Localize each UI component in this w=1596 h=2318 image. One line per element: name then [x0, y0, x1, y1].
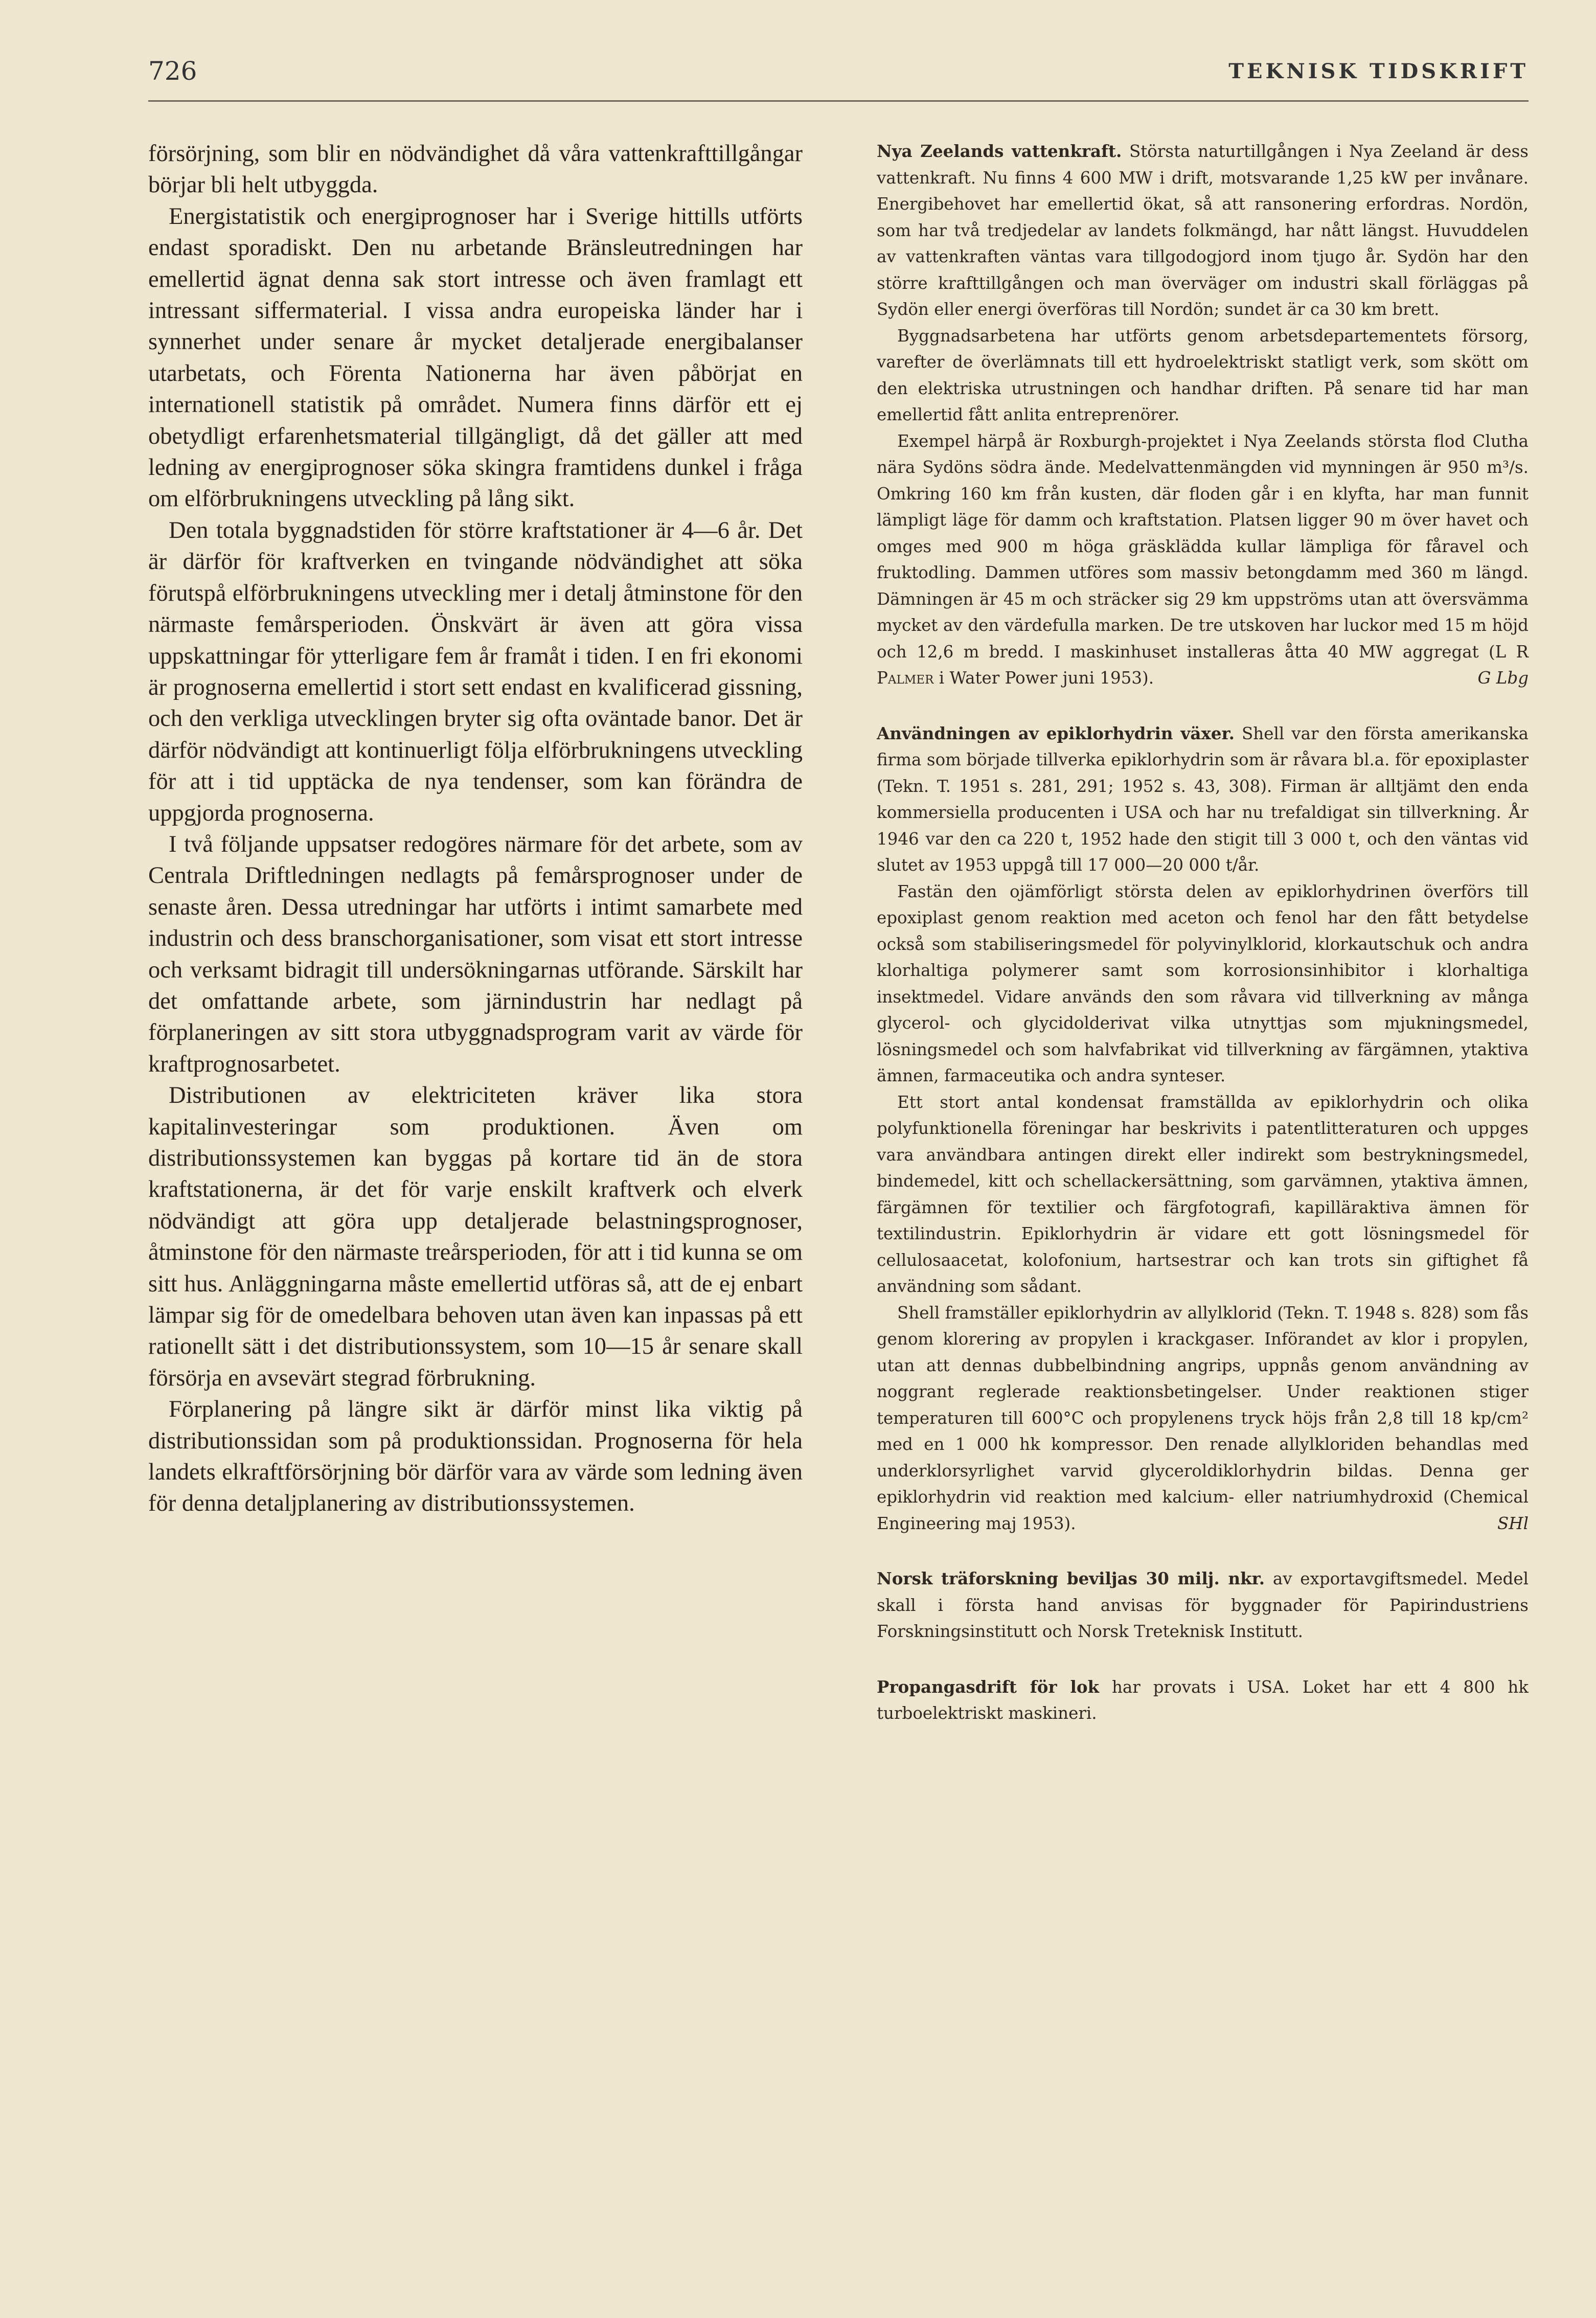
page-header — [148, 56, 1529, 102]
article-epiklor-headline: Användningen av epiklorhydrin växer. — [877, 723, 1235, 743]
left-paragraph-1: försörjning, som blir en nödvändighet då våra vattenkrafttillgångar börjar bli helt utbyggda. — [148, 141, 803, 198]
article-nz-paragraph-1 — [877, 138, 1529, 323]
article-nz-source: i Water Power juni 1953). — [939, 668, 1154, 688]
article-epiklor-paragraph-4 — [877, 1300, 1529, 1537]
article-propan-headline: Propangasdrift för lok — [877, 1676, 1100, 1697]
left-paragraph-2: Energistatistik och energiprognoser har i Sverige hittills utförts endast sporadiskt. Den nu arbetande Bränsleutredningen har emellertid ägnat denna sak stort intresse och även framlagt ett intressant siffermaterial. I vissa andra europeiska länder har i synnerhet under senare år mycket detaljerade energibalanser utarbetats, och Förenta Nationerna har även påbörjat en internationell statistik på området. Numera finns därför ett ej obetydligt erfarenhetsmaterial tillgängligt, då det gäller att med ledning av energiprognoser söka skingra framtidens dunkel i fråga om elförbrukningens utveckling på lång sikt. — [148, 203, 803, 512]
left-paragraph-4: I två följande uppsatser redogöres närmare för det arbete, som av Centrala Driftledningen nedlagts på femårsprognoser under de senaste åren. Dessa utredningar har utförts i intimt samarbete med industrin och dess branschorganisationer, som visat ett stort intresse och verksamt bidragit till undersökningarnas utförande. Särskilt har det omfattande arbete, som järnindustrin har nedlagt på förplaneringen av sitt stora utbyggnadsprogram varit av värde för kraftprognosarbetet. — [148, 831, 803, 1077]
article-nz-paragraph-3 — [877, 428, 1529, 692]
left-column — [148, 138, 803, 1519]
article-propan-text: har provats i USA. Loket har ett 4 800 hk turboelektriskt maskineri. — [877, 1677, 1529, 1723]
right-column — [877, 138, 1529, 1727]
article-propan-paragraph — [877, 1674, 1529, 1727]
article-nz-paragraph-2: Byggnadsarbetena har utförts genom arbetsdepartementets försorg, varefter de överlämnats till ett hydroelektriskt statligt verk, som skött om den elektriska utrustningen och handhar driften. På senare tid har man emellertid fått anlita entreprenörer. — [877, 326, 1529, 424]
left-paragraph-3: Den totala byggnadstiden för större kraftstationer är 4—6 år. Det är därför för kraftverken en tvingande nödvändighet att söka förutspå elförbrukningens utveckling mer i detalj åtminstone för den närmaste femårsperioden. Önskvärt är även att göra vissa uppskattningar för ytterligare fem år framåt i tiden. I en fri ekonomi är prognoserna emellertid i stort sett endast en kvalificerad gissning, och den verkliga utvecklingen bryter sig ofta oväntade banor. Det är därför nödvändigt att kontinuerligt följa elförbrukningens utveckling för att i tid upptäcka de nya tendenser, som kan förändra de uppgjorda prognoserna. — [148, 517, 803, 826]
article-epiklor-text-1: Shell var den första amerikanska firma som började tillverka epiklorhydrin som är råvara bl.a. för epoxiplaster (Tekn. T. 1951 s. 281, 291; 1952 s. 43, 308). Firman är alltjämt den enda kommersiella producenten i USA och har nu trefaldigat sin tillverkning. År 1946 var den ca 220 t, 1952 hade den stigit till 3 000 t, och den väntas vid slutet av 1953 uppgå till 17 000—20 000 t/år. — [877, 723, 1529, 875]
article-norsk-headline: Norsk träforskning beviljas 30 milj. nkr. — [877, 1569, 1265, 1588]
running-head: TEKNISK TIDSKRIFT — [1228, 59, 1529, 83]
article-nz-signature: G Lbg — [1477, 668, 1529, 688]
article-epiklor-text-4: Shell framställer epiklorhydrin av allylklorid (Tekn. T. 1948 s. 828) som fås genom klorering av propylen i krackgaser. Införandet av klor i propylen, utan att dennas dubbelbindning angrips, uppnås genom användning av noggrant reglerade reaktionsbetingelser. Under reaktionen stiger temperaturen till 600°C och propylenens tryck höjs från 2,8 till 18 kp/cm² med en 1 000 hk kompressor. Den renade allylkloriden behandlas med underklorsyrlighet varvid glyceroldiklorhydrin bildas. Denna ger epiklorhydrin vid reaktion med kalcium- eller natriumhydroxid (Chemical Engineering maj 1953). — [877, 1303, 1529, 1533]
article-epiklor-signature: SHl — [1497, 1513, 1529, 1533]
left-paragraph-6: Förplanering på längre sikt är därför minst lika viktig på distributionssidan som på produktionssidan. Prognoserna för hela landets elkraftförsörjning bör därför vara av värde som ledning även för denna detaljplanering av distributionssystemen. — [148, 1396, 803, 1517]
article-epiklor-paragraph-3: Ett stort antal kondensat framställda av epiklorhydrin och olika polyfunktionella föreningar har beskrivits i patentlitteraturen och uppges vara användbara antingen direkt eller indirekt som bestrykningsmedel, bindemedel, kitt och schellackersättning, som garvämnen, ytaktiva ämnen, färgämnen för textilier och färgfotografi, kapilläraktiva ämnen för textilindustrin. Epiklorhydrin är vidare ett gott lösningsmedel för cellulosaacetat, kolofonium, hartsestrar och kan trots sin giftighet få användning som sådant. — [877, 1092, 1529, 1296]
page-number: 726 — [148, 56, 197, 86]
article-nz-author: Palmer — [877, 668, 934, 688]
article-norsk-text: av exportavgiftsmedel. Medel skall i första hand anvisas för byggnader för Papirindustriens Forskningsinstitutt och Norsk Treteknisk Institutt. — [877, 1569, 1529, 1641]
article-epiklor-paragraph-2: Fastän den ojämförligt största delen av epiklorhydrinen överförs till epoxiplast genom reaktion med aceton och fenol har den fått betydelse också som stabiliseringsmedel för polyvinylklorid, klorkautschuk och andra klorhaltiga polymerer samt som korrosionsinhibitor i klorhaltiga insektmedel. Vidare används den som råvara vid tillverkning av många glycerol- och glycidolderivat vilka utnyttjas som mjukningsmedel, lösningsmedel och som halvfabrikat vid tillverkning av färgämnen, ytaktiva ämnen, farmaceutika och andra synteser. — [877, 881, 1529, 1085]
article-norsk-paragraph — [877, 1565, 1529, 1645]
article-nz-text-1: Största naturtillgången i Nya Zeeland är dess vattenkraft. Nu finns 4 600 MW i drift, motsvarande 1,25 kW per invånare. Energibehovet har emellertid ökat, så att ransonering erfordras. Nordön, som har två tredjedelar av landets folkmängd, har nått längst. Huvuddelen av vattenkraften väntas vara tillgodogjord inom tjugo år. Sydön har den större krafttillgången och man överväger om industri skall förläggas på Sydön eller energi överföras till Nordön; sundet är ca 30 km brett. — [877, 142, 1529, 319]
article-nz-text-3: Exempel härpå är Roxburgh-projektet i Nya Zeelands största flod Clutha nära Sydöns södra ände. Medelvattenmängden vid mynningen är 950 m³/s. Omkring 160 km från kusten, där floden går i en klyfta, har man funnit lämpligt läge för damm och kraftstation. Platsen ligger 90 m över havet och omges med 900 m höga gräsklädda kullar lämpliga för fåravel och fruktodling. Dammen utföres som massiv betongdamm med 360 m längd. Dämningen är 45 m och sträcker sig 29 km uppströms utan att översvämma mycket av den värdefulla marken. De tre utskoven har luckor med 15 m höjd och 12,6 m bredd. I maskinhuset installeras åtta 40 MW aggregat (L R — [877, 431, 1529, 662]
header-rule — [148, 100, 1529, 102]
left-paragraph-5: Distributionen av elektriciteten kräver lika stora kapitalinvesteringar som produktionen. Även om distributionssystemen kan byggas på kortare tid än de stora kraftstationerna, är det för varje enskilt kraftverk och elverk nödvändigt att göra upp detaljerade belastningsprognoser, åtminstone för den närmaste treårsperioden, för att i tid kunna se om sitt hus. Anläggningarna måste emellertid utföras så, att de ej enbart lämpar sig för de omedelbara behoven utan även kan inpassas på ett rationellt sätt i det distributionssystem, som 10—15 år senare skall försörja en avsevärt stegrad förbrukning. — [148, 1082, 803, 1391]
article-nz-headline: Nya Zeelands vattenkraft. — [877, 141, 1122, 161]
article-epiklor-paragraph-1 — [877, 720, 1529, 879]
